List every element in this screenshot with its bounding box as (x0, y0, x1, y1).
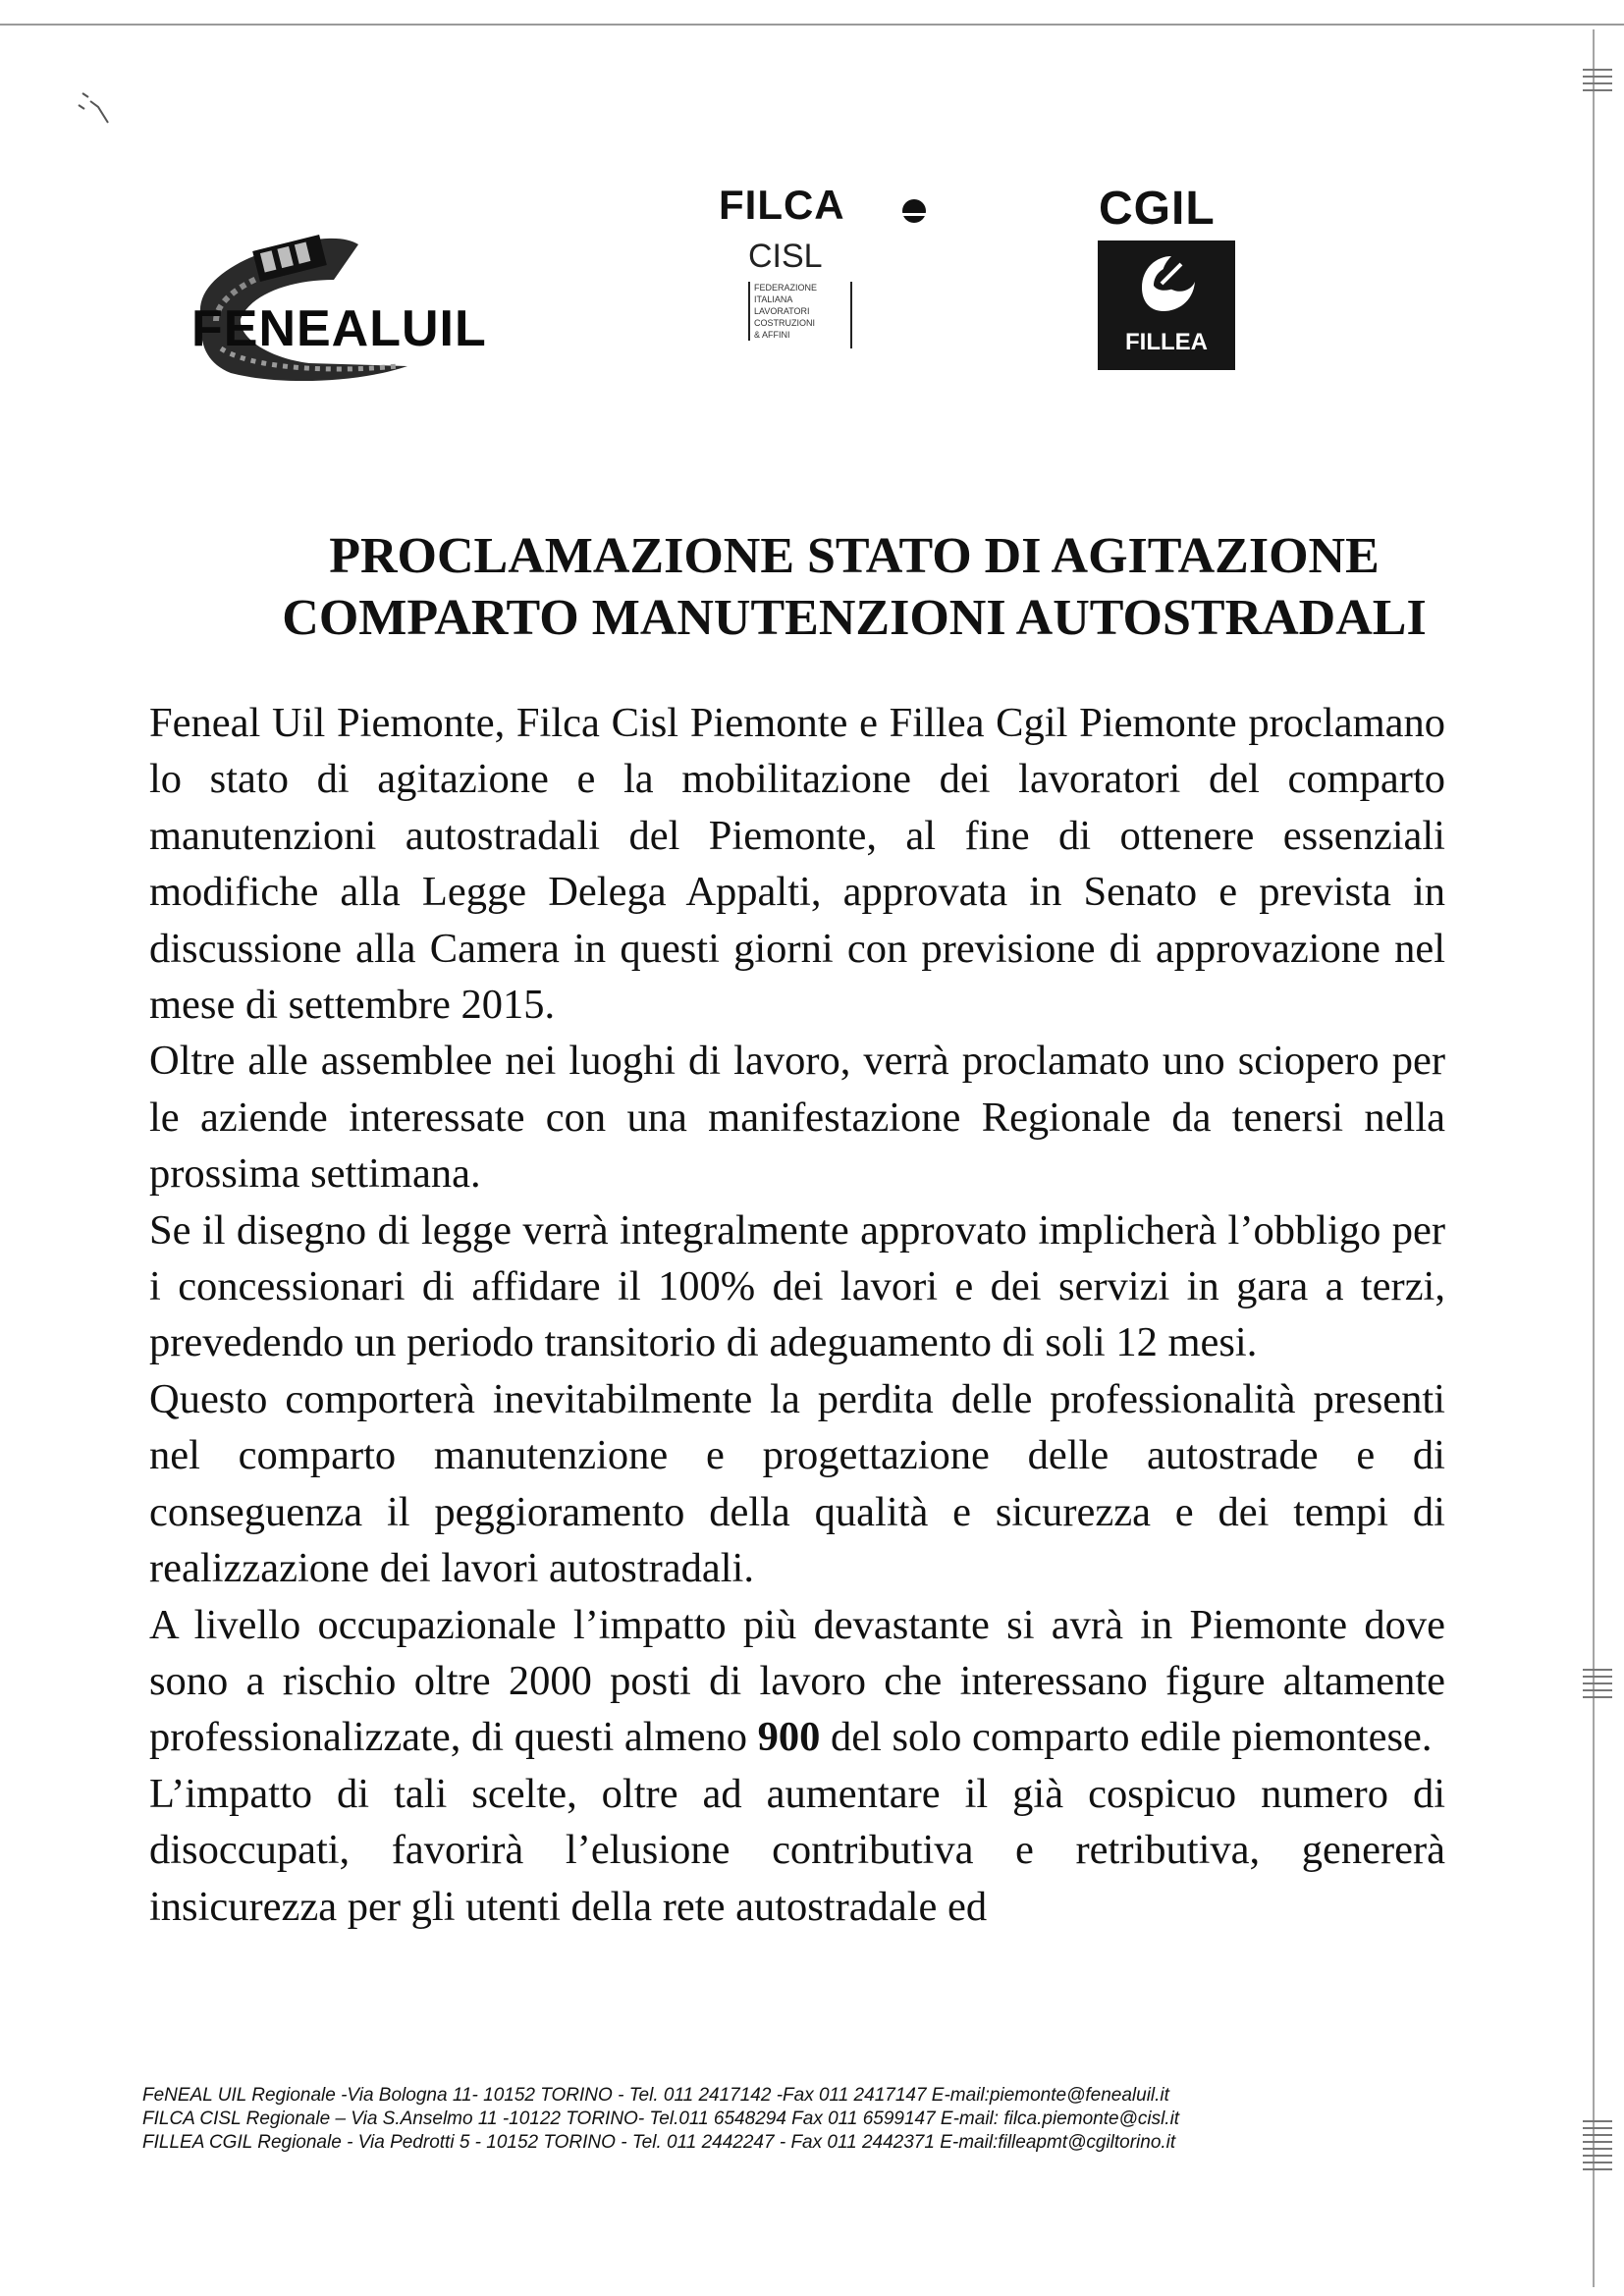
filca-logo-emblem (900, 197, 928, 225)
body-paragraph: Feneal Uil Piemonte, Filca Cisl Piemonte e Fillea Cgil Piemonte proclamano lo stato di agitazione e la mobilitazione dei lavoratori del comparto manutenzioni autostradali del Piemonte, al fine di ottenere essenziali modifiche alla Legge Delega Appalti, approvata in Senato e prevista in discussione alla Camera in questi giorni con previsione di approvazione nel mese di settembre 2015. (149, 700, 1445, 1029)
filca-logo-rule (850, 282, 852, 348)
footer-line-feneal: FeNEAL UIL Regionale -Via Bologna 11- 10152 TORINO - Tel. 011 2417142 -Fax 011 2417147 E-mail:piemonte@fenealuil.it (142, 2085, 1169, 2106)
footer-contacts (142, 2084, 1468, 2155)
filca-logo-subline: LAVORATORI (754, 306, 810, 316)
cgil-logo-title: CGIL (1099, 183, 1216, 235)
title-line-1: PROCLAMAZIONE STATO DI AGITAZIONE (329, 528, 1380, 584)
body-paragraph (149, 1597, 1445, 1766)
document-title (98, 525, 1610, 649)
filca-logo-subline: & AFFINI (754, 330, 790, 340)
scan-marks-middle (1583, 1669, 1612, 1703)
title-line-2: COMPARTO MANUTENZIONI AUTOSTRADALI (282, 590, 1427, 646)
body-paragraph: L’impatto di tali scelte, oltre ad aumentare il già cospicuo numero di disoccupati, favorirà l’elusione contributiva e retributiva, genererà insicurezza per gli utenti della rete autostradale ed (149, 1770, 1445, 1930)
fillea-emblem-icon (1132, 248, 1201, 317)
feneal-uil-logo-text: FENEALUIL (191, 300, 487, 357)
fillea-logo-box (1098, 240, 1235, 370)
filca-logo-title: FILCA (719, 182, 845, 228)
scan-edge-top (0, 24, 1624, 26)
footer-line-filca: FILCA CISL Regionale – Via S.Anselmo 11 -10122 TORINO- Tel.011 6548294 Fax 011 6599147 E-mail: filca.piemonte@cisl.it (142, 2109, 1180, 2129)
filca-cisl-logo (719, 182, 945, 378)
filca-logo-subline: FEDERAZIONE (754, 283, 818, 293)
filca-logo-subline: ITALIANA (754, 294, 793, 304)
fillea-logo-label: FILLEA (1125, 329, 1208, 355)
scan-edge-right (1593, 29, 1595, 2287)
scan-corner-mark (69, 83, 128, 142)
footer-line-fillea: FILLEA CGIL Regionale - Via Pedrotti 5 - 10152 TORINO - Tel. 011 2442247 - Fax 011 2442371 E-mail:filleapmt@cgiltorino.it (142, 2132, 1176, 2153)
filca-logo-subline: COSTRUZIONI (754, 318, 815, 328)
body-paragraph: Questo comporterà inevitabilmente la perdita delle professionalità presenti nel comparto manutenzione e progettazione delle autostrade e di conseguenza il peggioramento della qualità e sicurezza e dei tempi di realizzazione dei lavori autostradali. (149, 1375, 1445, 1592)
body-text: A livello occupazionale l’impatto più devastante si avrà in Piemonte dove sono a rischio oltre 2000 posti di lavoro che interessano figure altamente professionalizzate, di questi almeno (149, 1601, 1445, 1761)
body-bold-number: 900 (757, 1714, 821, 1761)
document-body (149, 695, 1445, 1935)
cgil-fillea-logo (1093, 182, 1240, 373)
body-text: del solo comparto edile piemontese. (820, 1714, 1433, 1761)
body-paragraph: Oltre alle assemblee nei luoghi di lavoro, verrà proclamato uno sciopero per le aziende interessate con una manifestazione Regionale da tenersi nella prossima settimana. (149, 1038, 1445, 1198)
body-paragraph: Se il disegno di legge verrà integralmente approvato implicherà l’obbligo per i concessionari di affidare il 100% dei lavori e dei servizi in gara a terzi, prevedendo un periodo transitorio di adeguamento di soli 12 mesi. (149, 1206, 1445, 1366)
filca-logo-cisl: CISL (748, 238, 823, 275)
filca-logo-subtext (748, 282, 862, 341)
scan-marks-top (1583, 69, 1612, 96)
scan-marks-bottom (1583, 2120, 1612, 2175)
